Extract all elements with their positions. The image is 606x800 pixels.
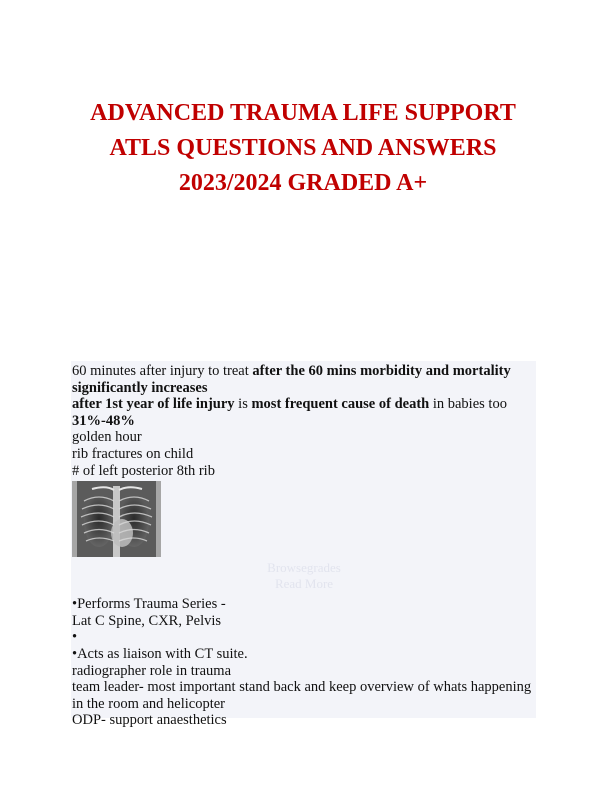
question-radiographer-role: radiographer role in trauma (72, 662, 232, 679)
lat-c-spine-line: Lat C Spine, CXR, Pelvis (72, 612, 222, 629)
performs-trauma-series: •Performs Trauma Series - (72, 596, 226, 613)
bold-text: most frequent cause of death (251, 396, 430, 413)
bold-text: after 1st year of life injury (72, 396, 235, 413)
watermark (72, 560, 536, 592)
qa-content-block (71, 361, 536, 729)
title-line-1: ADVANCED TRAUMA LIFE SUPPORT (90, 100, 516, 126)
bold-text: after the 60 mins morbidity and mortality significantly increases (72, 363, 511, 396)
title-line-2: ATLS QUESTIONS AND ANSWERS (109, 135, 497, 161)
text-span: is (234, 396, 252, 413)
team-leader-line: team leader- most important stand back and keep overview of whats happening in the room and helicopter (72, 679, 532, 712)
document-title (40, 96, 566, 201)
question-golden-hour: golden hour (72, 429, 142, 446)
chest-xray-image (72, 481, 161, 557)
answer-golden-hour-text (72, 363, 536, 396)
title-line-3: 2023/2024 GRADED A+ (178, 170, 428, 196)
bullet-empty: • (72, 629, 78, 646)
answer-child-death-text (72, 396, 536, 429)
watermark-line-1: Browsegrades (267, 560, 341, 576)
bold-text: 31%-48% (72, 412, 135, 429)
liaison-ct-line: •Acts as liaison with CT suite. (72, 645, 248, 662)
text-span: in babies too (429, 396, 507, 413)
answer-left-rib: # of left posterior 8th rib (72, 462, 215, 479)
text-span: 60 minutes after injury to treat (72, 363, 253, 379)
question-rib-fractures: rib fractures on child (72, 445, 194, 462)
watermark-read-more: Read More (274, 576, 334, 592)
odp-line: ODP- support anaesthetics (72, 712, 227, 729)
